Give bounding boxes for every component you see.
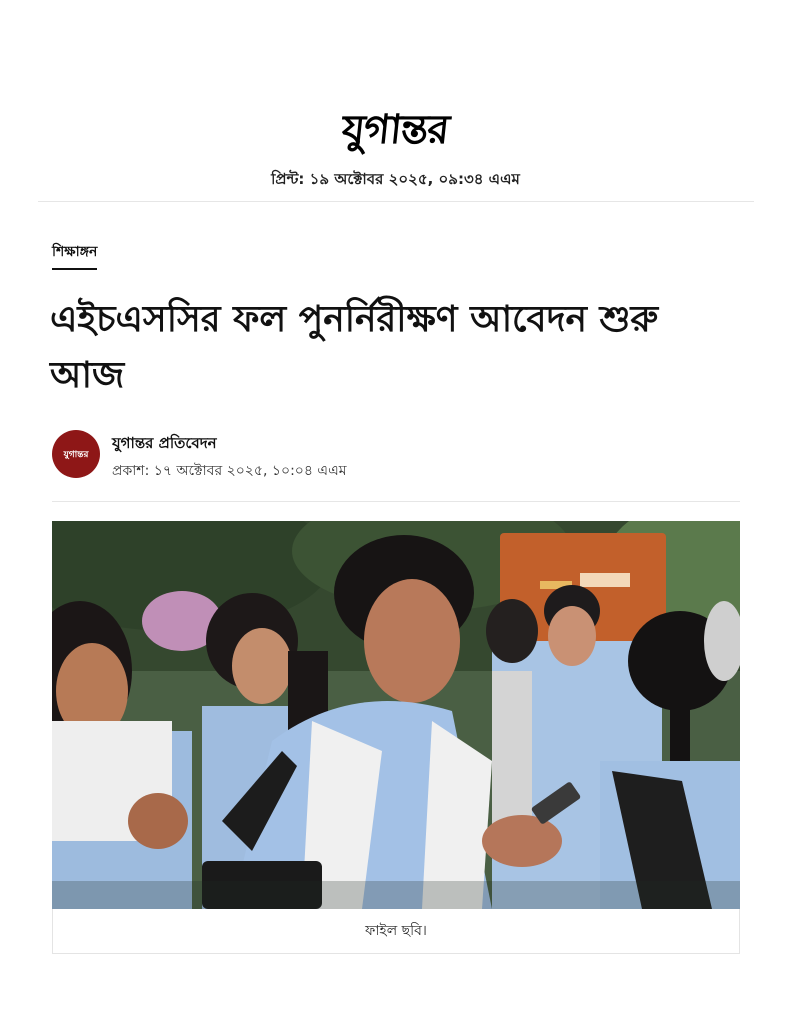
- print-date: প্রিন্ট: ১৯ অক্টোবর ২০২৫, ০৯:৩৪ এএম: [271, 170, 520, 188]
- article-photo: [52, 521, 740, 909]
- avatar-logo-text: যুগান্তর: [63, 449, 89, 460]
- header-divider: [38, 201, 754, 202]
- published-date: প্রকাশ: ১৭ অক্টোবর ২০২৫, ১০:০৪ এএম: [112, 463, 347, 479]
- masthead-logo-wrap: [0, 104, 791, 156]
- article-headline: এইচএসসির ফল পুনর্নিরীক্ষণ আবেদন শুরু আজ: [50, 299, 659, 396]
- site-logo[interactable]: যুগান্তর: [339, 106, 452, 153]
- photo-illustration: [52, 521, 740, 909]
- author-name[interactable]: যুগান্তর প্রতিবেদন: [112, 434, 217, 452]
- author-avatar: [52, 430, 100, 478]
- category-link[interactable]: শিক্ষাঙ্গন: [52, 240, 97, 270]
- byline-divider: [52, 501, 740, 502]
- photo-caption: ফাইল ছবি।: [52, 909, 740, 954]
